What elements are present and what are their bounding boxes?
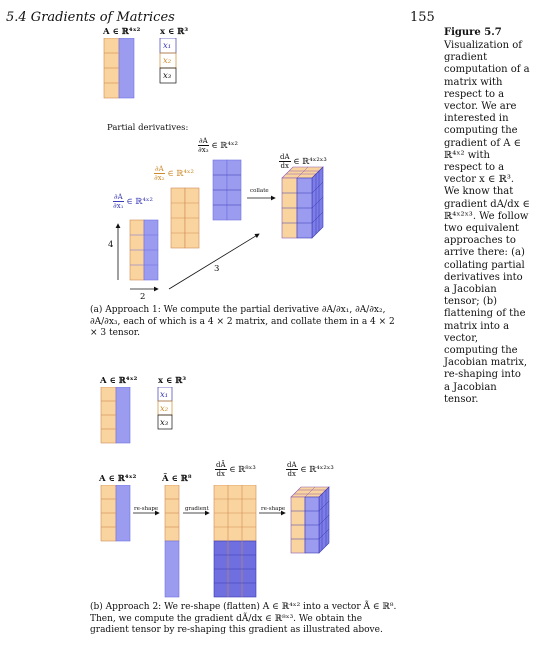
partial-x2-matrix	[171, 188, 199, 248]
tensor-3d-b	[291, 487, 329, 553]
partial-x1-matrix	[130, 220, 158, 280]
d1-label: $\frac{\partial A}{\text{∂x₁}}$ ∈ ℝ⁴ˣ²	[113, 193, 153, 210]
panel-a-subcaption: (a) Approach 1: We compute the partial derivative ∂A/∂x₁, ∂A/∂x₂, ∂A/∂x₃, each of which is a 4 × 2 matrix, and collate them in a 4 × 2 × 3 tensor.	[90, 305, 395, 339]
d2-label: $\frac{\partial A}{\text{∂x₂}}$ ∈ ℝ⁴ˣ²	[154, 165, 194, 182]
partial-derivatives-heading: Partial derivatives:	[107, 123, 189, 133]
panel-b-input-figure	[95, 387, 215, 457]
panel-a-vector-label: x ∈ ℝ³	[160, 27, 189, 37]
x3-entry-b: x₃	[160, 418, 169, 428]
b-jacobian	[214, 485, 256, 597]
x2-entry: x₂	[163, 56, 172, 66]
dim-3-label: 3	[214, 264, 220, 274]
panel-b-matrix-label: A ∈ ℝ⁴ˣ²	[100, 376, 138, 386]
panel-b-subcaption: (b) Approach 2: We re-shape (flatten) A ∈ ℝ⁴ˣ² into a vector Ã ∈ ℝ⁸. Then, we compute the gradient dÃ/dx ∈ ℝ⁸ˣ³. We obtain the gradient tensor by re-shaping this gradient as illustrated above.	[90, 602, 397, 636]
section-header: 5.4 Gradients of Matrices	[6, 10, 175, 25]
tensor-3d-a	[282, 167, 323, 238]
reshape-label-2: re-shape	[261, 506, 286, 512]
b-flat-label: Ã ∈ ℝ⁸	[162, 474, 192, 484]
b-flat-vector	[165, 485, 179, 597]
dim-4-label: 4	[108, 240, 114, 250]
page-number: 155	[410, 10, 435, 25]
d3-label: $\frac{\partial A}{\text{∂x₃}}$ ∈ ℝ⁴ˣ²	[198, 137, 238, 154]
b-a-label: A ∈ ℝ⁴ˣ²	[99, 474, 137, 484]
figure-caption-body: Visualization of gradient computation of a matrix with respect to a vector. We are interested in computing the gradient of A ∈ ℝ⁴ˣ² with respect to a vector x ∈ ℝ³. We know that gradient dA/dx ∈ ℝ⁴ˣ²ˣ³. We follow two equivalent approaches to arrive there: (a) collating partial derivatives into a Jacobian tensor; (b) flattening of the matrix into a vector, computing the Jacobian matrix, re-shaping into a Jacobian tensor.	[444, 40, 530, 405]
panel-a-matrix-label: A ∈ ℝ⁴ˣ²	[103, 27, 141, 37]
x1-entry-b: x₁	[160, 390, 169, 400]
panel-b-vector-label: x ∈ ℝ³	[158, 376, 187, 386]
x1-entry: x₁	[163, 41, 172, 51]
figure-caption-title: Figure 5.7	[444, 27, 502, 38]
panel-b-pipeline-figure	[95, 485, 365, 605]
b-tensor-label: $\frac{dA}{dx}$ ∈ ℝ⁴ˣ²ˣ³	[287, 461, 334, 478]
dim-2-label: 2	[140, 292, 146, 302]
partial-x3-matrix	[213, 160, 241, 220]
gradient-label: gradient	[185, 506, 209, 512]
x2-entry-b: x₂	[160, 404, 169, 414]
x3-entry: x₃	[163, 71, 172, 81]
panel-a-partials-figure	[95, 158, 435, 308]
tensor-label-a: $\frac{dA}{dx}$ ∈ ℝ⁴ˣ²ˣ³	[280, 153, 327, 170]
matrix-a-b	[101, 387, 130, 443]
reshape-label-1: re-shape	[134, 506, 159, 512]
matrix-a	[104, 38, 134, 98]
b-jac-label: $\frac{dÃ}{dx}$ ∈ ℝ⁸ˣ³	[216, 461, 256, 478]
b-matrix-a	[101, 485, 130, 541]
collate-label: collate	[250, 188, 269, 194]
panel-a-input-figure	[95, 38, 295, 128]
